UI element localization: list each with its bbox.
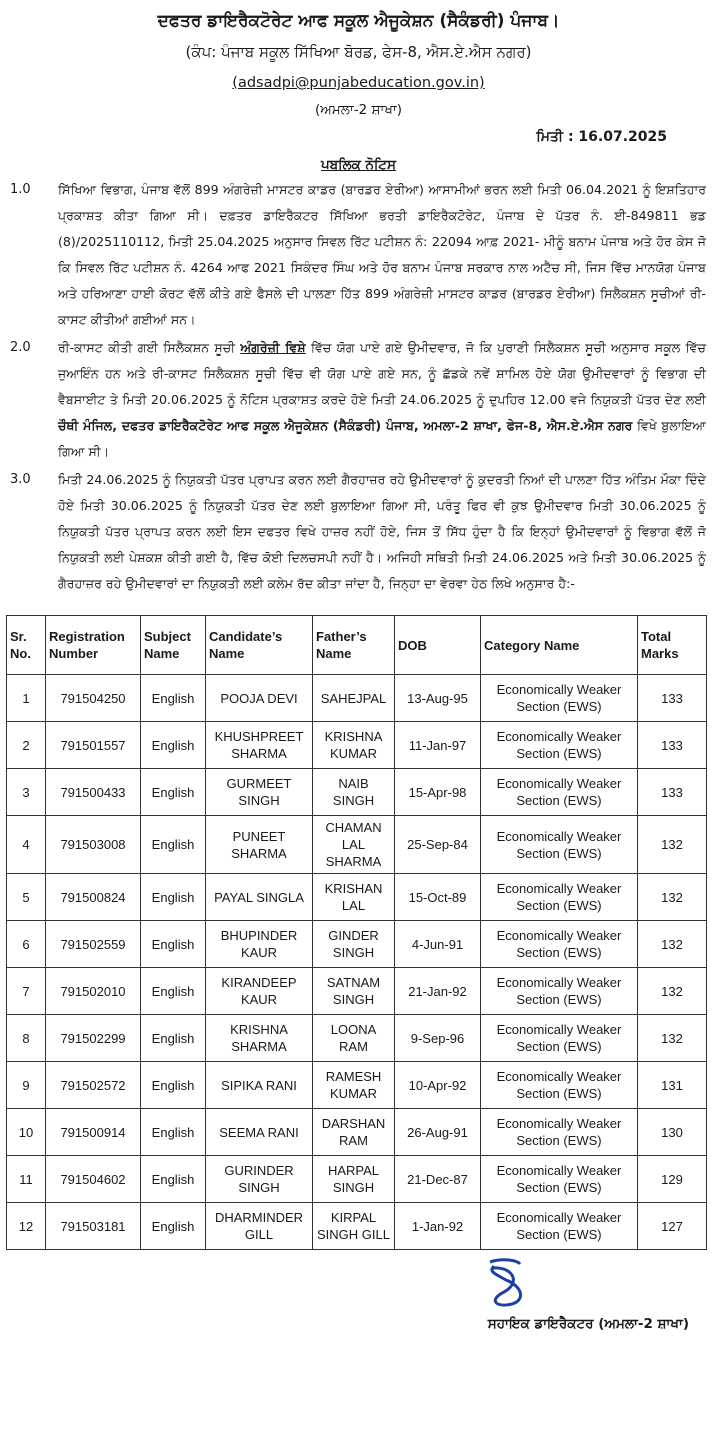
cell-father-name: NAIB SINGH — [313, 769, 395, 816]
cell-candidate-name: GURINDER SINGH — [206, 1156, 313, 1203]
cell-dob: 15-Apr-98 — [395, 769, 481, 816]
paragraph-text: ਮਿਤੀ 24.06.2025 ਨੂੰ ਨਿਯੁਕਤੀ ਪੱਤਰ ਪ੍ਰਾਪਤ ਕਰਨ ਲਈ ਗੈਰਹਾਜ਼ਰ ਰਹੇ ਉਮੀਦਵਾਰਾਂ ਨੂੰ ਕੁਦਰਤੀ ਨਿਆਂ ਦੀ ਪਾਲਣਾ ਹਿੱਤ ਅੰਤਿਮ ਮੌਕਾ ਦਿੰਦੇ ਹੋਏ ਮਿਤੀ 30.06.2025 ਨੂੰ ਨਿਯੁਕਤੀ ਪੱਤਰ ਦੇਣ ਲਈ ਬੁਲਾਇਆ ਗਿਆ ਸੀ, ਪਰੰਤੂ ਫਿਰ ਵੀ ਕੁਝ ਉਮੀਦਵਾਰ ਮਿਤੀ 30.06.2025 ਨੂੰ ਨਿਯੁਕਤੀ ਪੱਤਰ ਪ੍ਰਾਪਤ ਕਰਨ ਲਈ ਇਸ ਦਫਤਰ ਵਿਖੇ ਹਾਜ਼ਰ ਨਹੀਂ ਹੋਏ, ਜਿਸ ਤੋਂ ਸਿੱਧ ਹੁੰਦਾ ਹੈ ਕਿ ਇਨ੍ਹਾਂ ਉਮੀਦਵਾਰਾਂ ਨੂੰ ਵਿਭਾਗ ਵੱਲੋਂ ਜੋ ਨਿਯੁਕਤੀ ਲਈ ਪੇਸ਼ਕਸ਼ ਕੀਤੀ ਗਈ ਹੈ, ਵਿੱਚ ਕੋਈ ਦਿਲਚਸਪੀ ਨਹੀਂ ਹੈ। ਅਜਿਹੀ ਸਥਿਤੀ ਮਿਤੀ 24.06.2025 ਅਤੇ ਮਿਤੀ 30.06.2025 ਨੂੰ ਗੈਰਹਾਜ਼ਰ ਰਹੇ ਉਮੀਦਵਾਰਾਂ ਦਾ ਨਿਯੁਕਤੀ ਲਈ ਕਲੇਮ ਰੱਦ ਕੀਤਾ ਜਾਂਦਾ ਹੈ, ਜਿਨ੍ਹਾ ਦਾ ਵੇਰਵਾ ਹੇਠ ਲਿਖੇ ਅਨੁਸਾਰ ਹੈ:- — [58, 472, 706, 591]
cell-total-marks: 132 — [638, 874, 707, 921]
cell-subject: English — [141, 921, 206, 968]
cell-subject: English — [141, 1062, 206, 1109]
table-row — [7, 769, 707, 816]
cell-dob: 4-Jun-91 — [395, 921, 481, 968]
header-subject-name: Subject Name — [141, 616, 206, 675]
header-dob: DOB — [395, 616, 481, 675]
cell-sr-no: 9 — [7, 1062, 46, 1109]
cell-category: Economically Weaker Section (EWS) — [481, 675, 638, 722]
cell-category: Economically Weaker Section (EWS) — [481, 816, 638, 874]
cell-total-marks: 133 — [638, 675, 707, 722]
cell-father-name: SATNAM SINGH — [313, 968, 395, 1015]
cell-registration-number: 791500914 — [46, 1109, 141, 1156]
cell-total-marks: 132 — [638, 816, 707, 874]
cell-subject: English — [141, 1203, 206, 1250]
cell-subject: English — [141, 874, 206, 921]
paragraph-number: 1.0 — [10, 182, 31, 197]
cell-candidate-name: GURMEET SINGH — [206, 769, 313, 816]
cell-subject: English — [141, 1109, 206, 1156]
cell-registration-number: 791500824 — [46, 874, 141, 921]
cell-sr-no: 6 — [7, 921, 46, 968]
cell-subject: English — [141, 722, 206, 769]
cell-candidate-name: KRISHNA SHARMA — [206, 1015, 313, 1062]
table-row — [7, 1062, 707, 1109]
cell-dob: 21-Dec-87 — [395, 1156, 481, 1203]
paragraph-2 — [0, 335, 717, 465]
paragraph-text: ਸਿੱਖਿਆ ਵਿਭਾਗ, ਪੰਜਾਬ ਵੱਲੋਂ 899 ਅੰਗਰੇਜ਼ੀ ਮਾਸਟਰ ਕਾਡਰ (ਬਾਰਡਰ ਏਰੀਆ) ਆਸਾਮੀਆਂ ਭਰਨ ਲਈ ਮਿਤੀ 06.04.2021 ਨੂੰ ਇਸ਼ਤਿਹਾਰ ਪ੍ਰਕਾਸ਼ਤ ਕੀਤਾ ਗਿਆ ਸੀ। ਦਫ਼ਤਰ ਡਾਇਰੈਕਟਰ ਸਿੱਖਿਆ ਭਰਤੀ ਡਾਇਰੈਕਟੋਰੇਟ, ਪੰਜਾਬ ਦੇ ਪੱਤਰ ਨੰ. ਈ-849811 ਭਡ (8)/2025110112, ਮਿਤੀ 25.04.2025 ਅਨੁਸਾਰ ਸਿਵਲ ਰਿੱਟ ਪਟੀਸ਼ਨ ਨੰ: 22094 ਆਫ਼ 2021- ਮੀਨੂੰ ਬਨਾਮ ਪੰਜਾਬ ਅਤੇ ਹੋਰ ਕੇਸ ਜੋ ਕਿ ਸਿਵਲ ਰਿੱਟ ਪਟੀਸ਼ਨ ਨੰ. 4264 ਆਫ 2021 ਸਿਕੰਦਰ ਸਿੰਘ ਅਤੇ ਹੋਰ ਬਨਾਮ ਪੰਜਾਬ ਸਰਕਾਰ ਨਾਲ ਅਟੈਚ ਸੀ, ਜਿਸ ਵਿੱਚ ਮਾਨਯੋਗ ਪੰਜਾਬ ਅਤੇ ਹਰਿਆਣਾ ਹਾਈ ਕੋਰਟ ਵੱਲੋਂ ਕੀਤੇ ਗਏ ਫੈਸਲੇ ਦੀ ਪਾਲਣਾ ਹਿੱਤ 899 ਅੰਗਰੇਜ਼ੀ ਮਾਸਟਰ ਕਾਡਰ (ਬਾਰਡਰ ਏਰੀਆ) ਸਿਲੈਕਸ਼ਨ ਸੂਚੀਆਂ ਰੀ-ਕਾਸਟ ਕੀਤੀਆਂ ਗਈਆਂ ਸਨ। — [58, 182, 706, 327]
cell-sr-no: 2 — [7, 722, 46, 769]
table-row — [7, 1109, 707, 1156]
cell-dob: 1-Jan-92 — [395, 1203, 481, 1250]
cell-total-marks: 133 — [638, 722, 707, 769]
cell-dob: 15-Oct-89 — [395, 874, 481, 921]
table-row — [7, 874, 707, 921]
cell-father-name: DARSHAN RAM — [313, 1109, 395, 1156]
cell-category: Economically Weaker Section (EWS) — [481, 1062, 638, 1109]
cell-category: Economically Weaker Section (EWS) — [481, 722, 638, 769]
paragraph-1 — [0, 177, 717, 333]
cell-registration-number: 791501557 — [46, 722, 141, 769]
candidates-table — [6, 615, 707, 1250]
paragraph-3 — [0, 467, 717, 597]
cell-category: Economically Weaker Section (EWS) — [481, 874, 638, 921]
paragraph-text — [58, 335, 706, 465]
cell-candidate-name: SEEMA RANI — [206, 1109, 313, 1156]
cell-total-marks: 133 — [638, 769, 707, 816]
cell-subject: English — [141, 968, 206, 1015]
cell-candidate-name: POOJA DEVI — [206, 675, 313, 722]
cell-sr-no: 3 — [7, 769, 46, 816]
cell-registration-number: 791503008 — [46, 816, 141, 874]
paragraph-text-part: ਵਿੱਚ ਯੋਗ ਪਾਏ ਗਏ ਉਮੀਦਵਾਰ, ਜੋ ਕਿ ਪੁਰਾਣੀ ਸਿਲੈਕਸ਼ਨ ਸੂਚੀ ਅਨੁਸਾਰ ਸਕੂਲ ਵਿੱਚ ਜੁਆਇੰਨ ਹਨ ਅਤੇ ਰੀ-ਕਾਸਟ ਸਿਲੈਕਸ਼ਨ ਸੂਚੀ ਵਿੱਚ ਵੀ ਯੋਗ ਪਾਏ ਗਏ ਸਨ, ਨੂੰ ਛੱਡਕੇ ਨਵੇਂ ਸ਼ਾਮਿਲ ਹੋਏ ਯੋਗ ਉਮੀਦਵਾਰਾਂ ਨੂੰ ਵਿਭਾਗ ਦੀ ਵੈਬਸਾਈਟ ਤੇ ਮਿਤੀ 20.06.2025 ਨੂੰ ਨੋਟਿਸ ਪ੍ਰਕਾਸ਼ਤ ਕਰਦੇ ਹੋਏ ਮਿਤੀ 24.06.2025 ਨੂੰ ਦੁਪਹਿਰ 12.00 ਵਜੇ ਨਿਯੁਕਤੀ ਪੱਤਰ ਦੇਣ ਲਈ — [58, 340, 706, 407]
header-registration-number: Registration Number — [46, 616, 141, 675]
cell-dob: 21-Jan-92 — [395, 968, 481, 1015]
paragraph-number: 3.0 — [10, 472, 31, 487]
cell-registration-number: 791502299 — [46, 1015, 141, 1062]
cell-category: Economically Weaker Section (EWS) — [481, 1203, 638, 1250]
cell-registration-number: 791502572 — [46, 1062, 141, 1109]
table-row — [7, 921, 707, 968]
cell-registration-number: 791502559 — [46, 921, 141, 968]
cell-total-marks: 129 — [638, 1156, 707, 1203]
header-category-name: Category Name — [481, 616, 638, 675]
cell-subject: English — [141, 1156, 206, 1203]
date-row — [0, 126, 717, 147]
cell-father-name: KIRPAL SINGH GILL — [313, 1203, 395, 1250]
cell-sr-no: 1 — [7, 675, 46, 722]
cell-subject: English — [141, 816, 206, 874]
cell-sr-no: 8 — [7, 1015, 46, 1062]
cell-candidate-name: PUNEET SHARMA — [206, 816, 313, 874]
office-heading: ਦਫਤਰ ਡਾਇਰੈਕਟੋਰੇਟ ਆਫ ਸਕੂਲ ਐਜੂਕੇਸ਼ਨ (ਸੈਕੰਡਰੀ) ਪੰਜਾਬ। — [157, 11, 560, 31]
signatory-designation: ਸਹਾਇਕ ਡਾਇਰੈਕਟਰ (ਅਮਲਾ-2 ਸ਼ਾਖਾ) — [487, 1316, 689, 1332]
cell-dob: 9-Sep-96 — [395, 1015, 481, 1062]
cell-father-name: KRISHNA KUMAR — [313, 722, 395, 769]
cell-father-name: HARPAL SINGH — [313, 1156, 395, 1203]
cell-dob: 10-Apr-92 — [395, 1062, 481, 1109]
header-candidate-name: Candidate’s Name — [206, 616, 313, 675]
cell-sr-no: 7 — [7, 968, 46, 1015]
cell-category: Economically Weaker Section (EWS) — [481, 921, 638, 968]
cell-father-name: RAMESH KUMAR — [313, 1062, 395, 1109]
paragraph-text-part: ਵਿਖੇ ਬੁਲਾਇਆ ਗਿਆ ਸੀ। — [58, 418, 706, 459]
paragraph-number: 2.0 — [10, 340, 31, 355]
cell-total-marks: 127 — [638, 1203, 707, 1250]
cell-total-marks: 130 — [638, 1109, 707, 1156]
cell-total-marks: 132 — [638, 921, 707, 968]
notice-date: ਮਿਤੀ : 16.07.2025 — [536, 129, 667, 145]
cell-total-marks: 132 — [638, 1015, 707, 1062]
cell-sr-no: 5 — [7, 874, 46, 921]
cell-category: Economically Weaker Section (EWS) — [481, 769, 638, 816]
notice-title-text: ਪਬਲਿਕ ਨੋਟਿਸ — [321, 157, 396, 173]
header-total-marks: Total Marks — [638, 616, 707, 675]
cell-registration-number: 791500433 — [46, 769, 141, 816]
paragraph-bold-address: ਚੌਥੀ ਮੰਜਿਲ, ਦਫਤਰ ਡਾਇਰੈਕਟੋਰੇਟ ਆਫ ਸਕੂਲ ਐਜੂਕੇਸ਼ਨ (ਸੈਕੰਡਰੀ) ਪੰਜਾਬ, ਅਮਲਾ-2 ਸ਼ਾਖਾ, ਫੇਜ-8, ਐਸ.ਏ.ਐਸ ਨਗਰ — [58, 418, 633, 433]
cell-category: Economically Weaker Section (EWS) — [481, 1156, 638, 1203]
email-link[interactable]: (adsadpi@punjabeducation.gov.in) — [232, 75, 485, 91]
cell-category: Economically Weaker Section (EWS) — [481, 1015, 638, 1062]
cell-father-name: SAHEJPAL — [313, 675, 395, 722]
table-row — [7, 1203, 707, 1250]
cell-candidate-name: DHARMINDER GILL — [206, 1203, 313, 1250]
table-row — [7, 722, 707, 769]
branch-name: (ਅਮਲਾ-2 ਸ਼ਾਖਾ) — [314, 102, 403, 118]
table-row — [7, 968, 707, 1015]
signature-block — [0, 1256, 717, 1342]
table-row — [7, 816, 707, 874]
cell-registration-number: 791504250 — [46, 675, 141, 722]
office-email — [0, 72, 717, 94]
table-row — [7, 675, 707, 722]
cell-father-name: KRISHAN LAL — [313, 874, 395, 921]
cell-category: Economically Weaker Section (EWS) — [481, 1109, 638, 1156]
cell-sr-no: 4 — [7, 816, 46, 874]
signature-mark — [460, 1256, 580, 1312]
office-address: (ਕੰਪ: ਪੰਜਾਬ ਸਕੂਲ ਸਿੱਖਿਆ ਬੋਰਡ, ਫੇਸ-8, ਐਸ.ਏ.ਐਸ ਨਗਰ) — [185, 43, 532, 61]
header-sr-no: Sr. No. — [7, 616, 46, 675]
cell-category: Economically Weaker Section (EWS) — [481, 968, 638, 1015]
cell-registration-number: 791502010 — [46, 968, 141, 1015]
cell-candidate-name: KHUSHPREET SHARMA — [206, 722, 313, 769]
notice-title — [0, 155, 717, 175]
paragraph-underlined-subject: ਅੰਗਰੇਜ਼ੀ ਵਿਸ਼ੇ — [240, 340, 306, 355]
cell-total-marks: 131 — [638, 1062, 707, 1109]
cell-father-name: LOONA RAM — [313, 1015, 395, 1062]
paragraph-text-part: ਰੀ-ਕਾਸਟ ਕੀਤੀ ਗਈ ਸਿਲੈਕਸ਼ਨ ਸੂਚੀ — [58, 340, 241, 355]
cell-sr-no: 12 — [7, 1203, 46, 1250]
cell-father-name: CHAMAN LAL SHARMA — [313, 816, 395, 874]
cell-candidate-name: BHUPINDER KAUR — [206, 921, 313, 968]
cell-dob: 11-Jan-97 — [395, 722, 481, 769]
table-row — [7, 1015, 707, 1062]
header-father-name: Father’s Name — [313, 616, 395, 675]
cell-dob: 25-Sep-84 — [395, 816, 481, 874]
cell-registration-number: 791503181 — [46, 1203, 141, 1250]
table-row — [7, 1156, 707, 1203]
cell-candidate-name: KIRANDEEP KAUR — [206, 968, 313, 1015]
cell-total-marks: 132 — [638, 968, 707, 1015]
cell-registration-number: 791504602 — [46, 1156, 141, 1203]
cell-subject: English — [141, 675, 206, 722]
cell-sr-no: 10 — [7, 1109, 46, 1156]
cell-dob: 26-Aug-91 — [395, 1109, 481, 1156]
table-header-row — [7, 616, 707, 675]
cell-candidate-name: SIPIKA RANI — [206, 1062, 313, 1109]
cell-father-name: GINDER SINGH — [313, 921, 395, 968]
cell-candidate-name: PAYAL SINGLA — [206, 874, 313, 921]
cell-sr-no: 11 — [7, 1156, 46, 1203]
cell-subject: English — [141, 769, 206, 816]
cell-dob: 13-Aug-95 — [395, 675, 481, 722]
cell-subject: English — [141, 1015, 206, 1062]
